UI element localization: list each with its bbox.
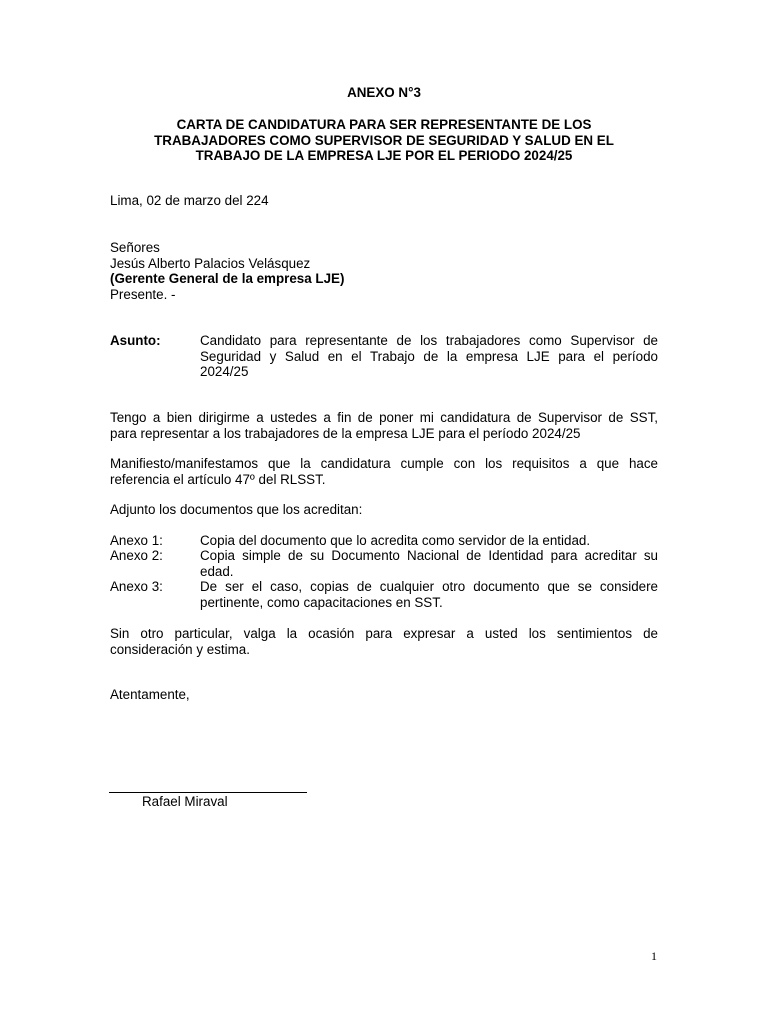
paragraph-line: referencia el artículo 47º del RLSST. — [110, 471, 326, 487]
annex-label: Anexo 2: — [110, 548, 163, 563]
paragraph-line: Tengo a bien dirigirme a ustedes a fin de poner mi candidatura de Supervisor de SST, — [110, 410, 658, 425]
heading-line: TRABAJO DE LA EMPRESA LJE POR EL PERIODO 2024/25 — [195, 148, 573, 163]
annex-title: ANEXO N°3 — [347, 85, 421, 100]
subject-line: 2024/25 — [200, 364, 249, 379]
subject-block — [110, 333, 658, 381]
intro-paragraph — [110, 410, 658, 441]
paragraph-line: para representar a los trabajadores de la empresa LJE para el período 2024/25 — [110, 425, 581, 441]
annex-text — [200, 548, 658, 579]
annex-line: edad. — [200, 563, 234, 579]
subject-label: Asunto: — [110, 333, 161, 348]
letter-heading — [110, 117, 658, 164]
attach-intro: Adjunto los documentos que los acreditan: — [110, 502, 363, 517]
paragraph-line: Sin otro particular, valga la ocasión para expresar a usted los sentimientos de — [110, 626, 658, 641]
date-line: Lima, 02 de marzo del 224 — [110, 193, 269, 208]
heading-line: TRABAJADORES COMO SUPERVISOR DE SEGURIDAD Y SALUD EN EL — [154, 132, 614, 148]
signer-name: Rafael Miraval — [142, 794, 228, 809]
annex-text — [200, 579, 658, 610]
manifest-paragraph — [110, 456, 658, 487]
annex-line: pertinente, como capacitaciones en SST. — [200, 594, 443, 610]
recipient-name: Jesús Alberto Palacios Velásquez — [110, 255, 311, 271]
subject-line: Candidato para representante de los trabajadores como Supervisor de — [200, 333, 658, 348]
annex-line: De ser el caso, copias de cualquier otro documento que se considere — [200, 579, 658, 594]
annex-label: Anexo 1: — [110, 533, 163, 548]
subject-text — [200, 333, 658, 380]
annex-line: Copia del documento que lo acredita como servidor de la entidad. — [200, 533, 591, 548]
annex-line: Copia simple de su Documento Nacional de Identidad para acreditar su — [200, 548, 658, 563]
recipient-block — [110, 240, 658, 302]
page-number: 1 — [651, 949, 657, 963]
closing-paragraph — [110, 626, 658, 657]
recipient-salutation: Señores — [110, 240, 160, 255]
paragraph-line: Manifiesto/manifestamos que la candidatura cumple con los requisitos a que hace — [110, 456, 658, 471]
recipient-role: (Gerente General de la empresa LJE) — [110, 271, 345, 286]
annex-item-3 — [110, 579, 658, 610]
annex-label: Anexo 3: — [110, 579, 163, 594]
annex-item-2 — [110, 548, 658, 579]
annex-text — [200, 533, 658, 549]
heading-line: CARTA DE CANDIDATURA PARA SER REPRESENTANTE DE LOS — [176, 117, 592, 132]
recipient-presente: Presente. - — [110, 286, 176, 302]
paragraph-line: consideración y estima. — [110, 641, 250, 657]
sign-off: Atentamente, — [110, 687, 190, 702]
subject-line: Seguridad y Salud en el Trabajo de la empresa LJE para el período — [200, 348, 658, 364]
signature-line — [109, 792, 307, 793]
annex-item-1 — [110, 533, 658, 548]
